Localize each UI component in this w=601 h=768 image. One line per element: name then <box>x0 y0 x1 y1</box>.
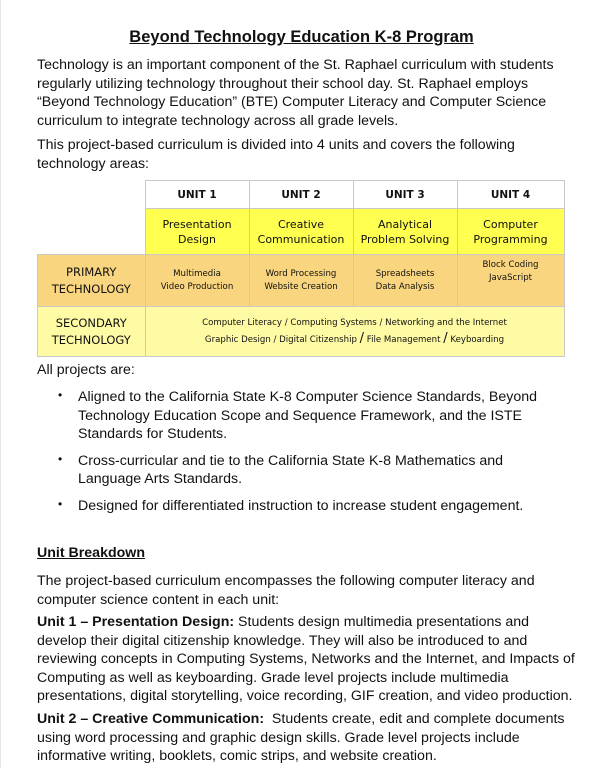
list-item <box>58 452 558 489</box>
list-item <box>58 388 558 444</box>
tech-item: Data Analysis <box>375 281 435 292</box>
primary-tech-cell <box>457 255 564 307</box>
units-intro-paragraph: This project-based curriculum is divided into 4 units and covers the following technology areas: <box>37 137 515 172</box>
unit1-text: Students design multimedia presentations and develop their digital citizenship knowledge. They will also be introduced to and reviewing concepts in Computing Systems, Networks and the Internet, and Impacts of Computing as well as keyboarding. Grade level projects include multimedia presentations, digital storytelling, voice recording, GIF creation, and video production. <box>37 614 575 704</box>
unit-name-cell <box>457 209 564 255</box>
unit2-text: Students create, edit and complete documents using word processing and graphic design skills. Grade level projects include informative writing, booklets, comic strips, and website creation. <box>37 711 569 764</box>
projects-list <box>58 388 558 523</box>
secondary-tech-line: Computer Literacy / Computing Systems / Networking and the Internet <box>202 318 507 328</box>
row-label: PRIMARY <box>66 264 117 279</box>
unit2-label: Unit 2 – Creative Communication: <box>37 711 265 727</box>
list-item <box>58 497 558 516</box>
unit-header: UNIT 2 <box>249 181 353 209</box>
unit-header: UNIT 4 <box>457 181 564 209</box>
tech-item: Word Processing <box>265 268 337 279</box>
secondary-tech-line: Keyboarding <box>450 335 505 345</box>
unit-name: Computer <box>483 217 538 231</box>
unit2-description <box>37 710 577 766</box>
secondary-tech-line: Graphic Design / Digital Citizenship <box>204 335 357 345</box>
primary-tech-cell <box>353 255 457 307</box>
unit-name: Analytical <box>377 217 433 231</box>
list-item-text: Aligned to the California State K-8 Computer Science Standards, Beyond Technology Education Scope and Sequence Framework, and the ISTE Standards for Students. <box>78 389 537 442</box>
tech-item: Spreadsheets <box>375 268 435 279</box>
unit-name: Presentation <box>162 217 232 231</box>
secondary-tech-cell <box>145 307 564 357</box>
projects-intro: All projects are: <box>37 362 135 378</box>
intro-paragraph: Technology is an important component of the St. Raphael curriculum with students regularly utilizing technology throughout their school day. St. Raphael employs “Beyond Technology Education” (BTE) Computer Literacy and Computer Science curriculum to integrate technology across all grade levels. <box>37 57 554 129</box>
bullet-icon: • <box>58 451 63 466</box>
bullet-icon: • <box>58 388 63 402</box>
primary-tech-cell <box>249 255 353 307</box>
unit-name-cell <box>145 209 249 255</box>
unit-name: Programming <box>473 232 548 246</box>
bullet-icon: • <box>58 496 63 511</box>
list-item-text: Designed for differentiated instruction to increase student engagement. <box>78 497 524 514</box>
technology-areas-table <box>37 180 565 357</box>
table-corner <box>38 181 146 209</box>
page-title: Beyond Technology Education K-8 Program <box>129 28 474 46</box>
slash-separator: / <box>359 331 365 346</box>
unit-header: UNIT 3 <box>353 181 457 209</box>
table-blank-cell <box>38 209 146 255</box>
tech-item: Block Coding <box>482 260 539 270</box>
secondary-tech-line: File Management <box>366 335 441 345</box>
list-item-text: Cross-curricular and tie to the California State K-8 Mathematics and Language Arts Standards. <box>78 452 504 487</box>
slash-separator: / <box>443 331 448 346</box>
unit1-description <box>37 613 577 706</box>
unit-breakdown-heading: Unit Breakdown <box>37 545 145 561</box>
primary-technology-label <box>38 255 146 307</box>
unit-header: UNIT 1 <box>145 181 249 209</box>
tech-item: JavaScript <box>488 273 533 283</box>
row-label: TECHNOLOGY <box>51 332 131 347</box>
unit-name-cell <box>353 209 457 255</box>
tech-item: Multimedia <box>173 268 221 279</box>
row-label: TECHNOLOGY <box>51 281 131 296</box>
unit-name: Communication <box>257 232 345 246</box>
tech-item: Website Creation <box>264 281 338 292</box>
unit-name: Creative <box>277 217 325 231</box>
unit-name: Problem Solving <box>360 232 450 246</box>
row-label: SECONDARY <box>55 315 127 330</box>
unit1-label: Unit 1 – Presentation Design: <box>37 614 235 630</box>
secondary-technology-label <box>38 307 146 357</box>
tech-item: Video Production <box>160 281 234 292</box>
unit-name-cell <box>249 209 353 255</box>
breakdown-intro: The project-based curriculum encompasses the following computer literacy and computer science content in each unit: <box>37 573 535 608</box>
primary-tech-cell <box>145 255 249 307</box>
unit-name: Design <box>178 232 216 246</box>
